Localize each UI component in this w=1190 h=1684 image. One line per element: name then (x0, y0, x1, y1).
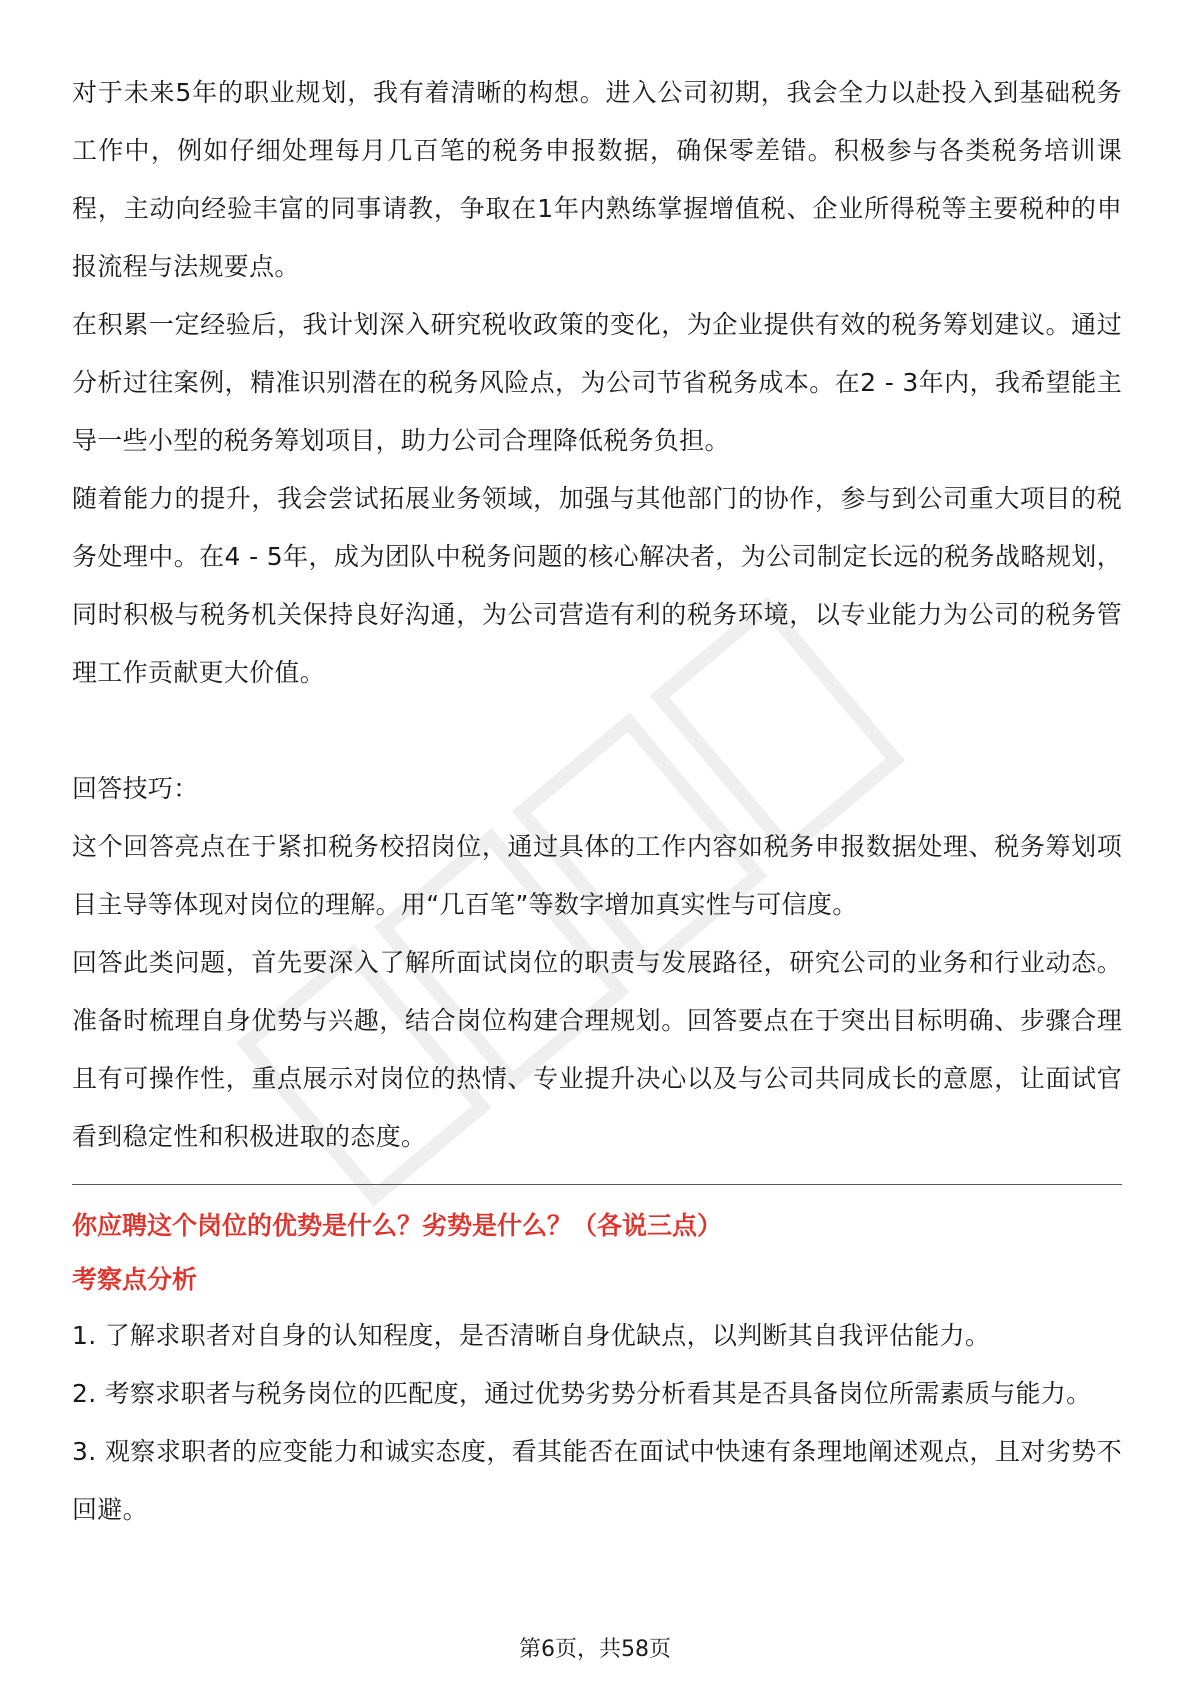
spacer (72, 702, 1122, 760)
tips-paragraph-1: 这个回答亮点在于紧扣税务校招岗位，通过具体的工作内容如税务申报数据处理、税务筹划项目主导等体现对岗位的理解。用“几百笔”等数字增加真实性与可信度。 (72, 832, 1122, 919)
analysis-point-1: 1. 了解求职者对自身的认知程度，是否清晰自身优缺点，以判断其自我评估能力。 (72, 1321, 991, 1350)
page-number: 第6页，共58页 (519, 1637, 671, 1662)
body-paragraph-1: 对于未来5年的职业规划，我有着清晰的构想。进入公司初期，我会全力以赴投入到基础税务工作中，例如仔细处理每月几百笔的税务申报数据，确保零差错。积极参与各类税务培训课程，主动向经验丰富的同事请教，争取在1年内熟练掌握增值税、企业所得税等主要税种的申报流程与法规要点。 (72, 78, 1122, 281)
body-paragraph-3: 随着能力的提升，我会尝试拓展业务领域，加强与其他部门的协作，参与到公司重大项目的税务处理中。在4 - 5年，成为团队中税务问题的核心解决者，为公司制定长远的税务战略规划，同时积极与税务机关保持良好沟通，为公司营造有利的税务环境，以专业能力为公司的税务管理工作贡献更大价值。 (72, 484, 1122, 687)
analysis-point-3: 3. 观察求职者的应变能力和诚实态度，看其能否在面试中快速有条理地阐述观点，且对劣势不回避。 (72, 1437, 1122, 1524)
tips-paragraph-2: 回答此类问题，首先要深入了解所面试岗位的职责与发展路径，研究公司的业务和行业动态。准备时梳理自身优势与兴趣，结合岗位构建合理规划。回答要点在于突出目标明确、步骤合理且有可操作性，重点展示对岗位的热情、专业提升决心以及与公司共同成长的意愿，让面试官看到稳定性和积极进取的态度。 (72, 948, 1122, 1151)
page-content (72, 64, 1122, 1539)
body-paragraph-2: 在积累一定经验后，我计划深入研究税收政策的变化，为企业提供有效的税务筹划建议。通过分析过往案例，精准识别潜在的税务风险点，为公司节省税务成本。在2 - 3年内，我希望能主导一些小型的税务筹划项目，助力公司合理降低税务负担。 (72, 310, 1122, 455)
tips-label: 回答技巧： (72, 774, 199, 803)
analysis-heading: 考察点分析 (72, 1265, 198, 1294)
question-title: 你应聘这个岗位的优势是什么？劣势是什么？（各说三点） (72, 1211, 723, 1240)
section-divider (72, 1184, 1122, 1185)
analysis-point-2: 2. 考察求职者与税务岗位的匹配度，通过优势劣势分析看其是否具备岗位所需素质与能力。 (72, 1379, 1092, 1408)
